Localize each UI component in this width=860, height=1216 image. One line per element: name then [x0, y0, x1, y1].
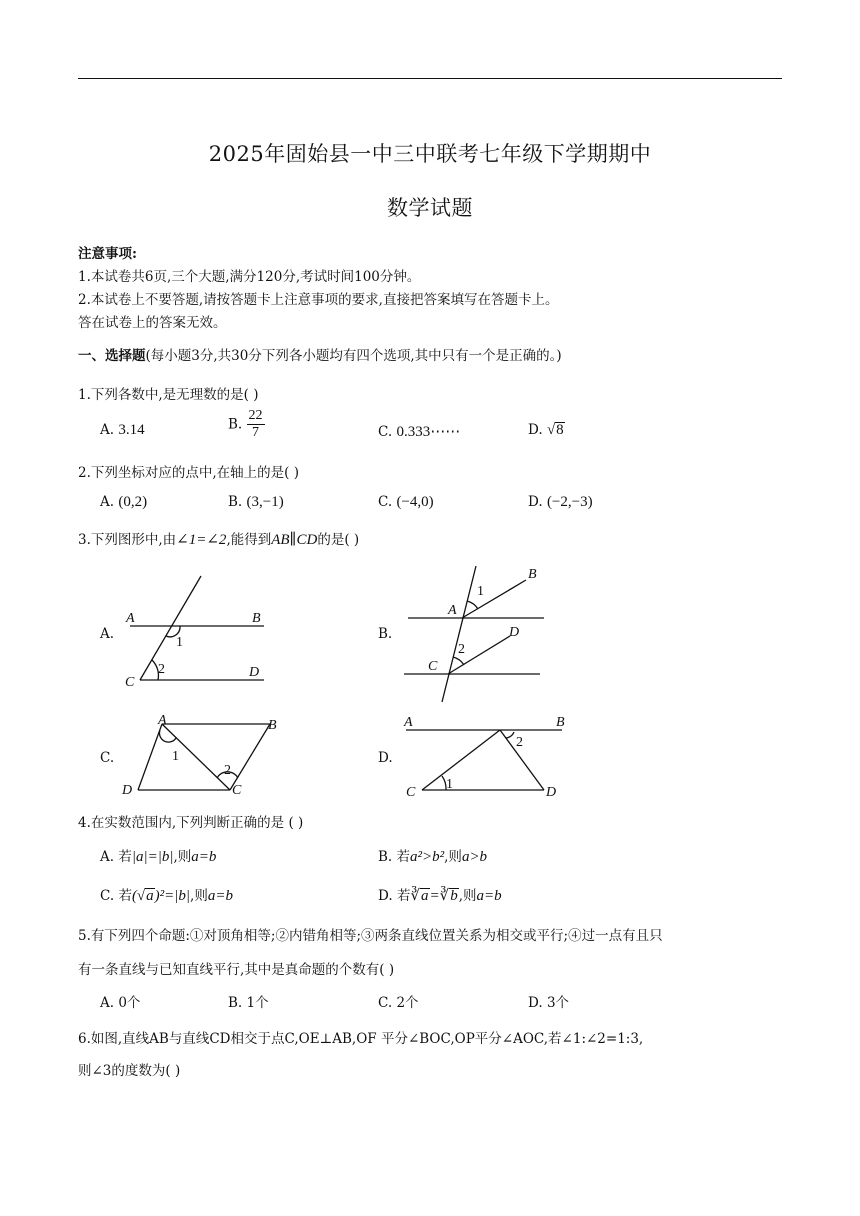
q4-b-label: B.: [378, 849, 393, 865]
q4-a-mid: ,则: [173, 849, 192, 865]
q1-d-label: D.: [528, 422, 543, 438]
q5-b-value: 1个: [246, 995, 269, 1011]
section-1-desc: (每小题3分,共30分下列各小题均有四个选项,其中只有一个是正确的。): [145, 348, 562, 364]
q1-d-value: 8: [556, 422, 564, 438]
notice-line-2: 2.本试卷上不要答题,请按答题卡上注意事项的要求,直接把答案填写在答题卡上。: [78, 292, 559, 308]
q1-d-sqrt: √8: [546, 422, 564, 438]
q4-b-pre: 若: [396, 849, 411, 865]
q4-c-res: a=b: [207, 888, 233, 904]
q6-line-2: 则∠3的度数为( ): [78, 1063, 181, 1079]
q4-c-radicand: a: [146, 888, 154, 904]
q4-option-d[interactable]: [378, 884, 502, 905]
q5-line-1: 5.有下列四个命题:①对顶角相等;②内错角相等;③两条直线位置关系为相交或平行;④过一点有且只: [78, 928, 663, 944]
q1-c-value: 0.333⋯⋯: [396, 424, 461, 440]
q1-b-label: B.: [228, 416, 243, 433]
q6-line-1: 6.如图,直线AB与直线CD相交于点C,OE⊥AB,OF 平分∠BOC,OP平分∠AOC,若∠1:∠2=1:3,: [78, 1031, 644, 1047]
q2-a-label: A.: [100, 494, 115, 510]
header-rule: [78, 78, 782, 79]
q4-a-label: A.: [100, 849, 115, 865]
q4-c-label: C.: [100, 888, 115, 904]
q4-c-cond: (√a)²=|b|: [131, 888, 191, 904]
fig-b-label-d: D: [509, 625, 520, 640]
fig-c-angle-2: 2: [224, 763, 231, 778]
q4-b-mid: ,则: [444, 849, 462, 865]
q1-c-label: C.: [378, 424, 393, 440]
fig-b-angle-2: 2: [458, 642, 465, 657]
q1-option-d[interactable]: [528, 422, 565, 439]
q4-a-cond: |a|=|b|: [131, 849, 174, 865]
fig-a-label-d: D: [249, 665, 260, 680]
section-1-header: [78, 344, 562, 364]
fig-b-label-c: C: [428, 659, 438, 674]
fig-d-angle-2: 2: [516, 735, 523, 750]
q5-line-2: 有一条直线与已知直线平行,其中是真命题的个数有( ): [78, 962, 395, 978]
q4-c-pre: 若: [118, 888, 132, 904]
q1-b-numerator: 22: [248, 408, 263, 423]
q4-d-cond: ∛a=∛b: [410, 888, 458, 904]
fig-a-angle-2: 2: [158, 662, 165, 677]
section-1-heading: 一、选择题: [78, 348, 146, 364]
fig-a-label-b: B: [252, 611, 261, 626]
q3-figure-d[interactable]: [400, 712, 572, 800]
notice-line-3: 答在试卷上的答案无效。: [78, 315, 227, 331]
q4-b-cond: a²>b²: [410, 849, 445, 865]
q4-a-res: a=b: [191, 849, 217, 865]
notice-heading: 注意事项:: [78, 246, 137, 262]
fig-d-angle-1: 1: [446, 777, 453, 792]
q4-c-mid: ,则: [190, 888, 208, 904]
q2-c-label: C.: [378, 494, 393, 510]
q2-option-d[interactable]: [528, 494, 593, 511]
q2-option-c[interactable]: [378, 494, 434, 511]
q4-d-radicand-b: b: [450, 888, 458, 904]
q5-c-label: C.: [378, 995, 393, 1011]
q4-d-pre: 若: [396, 888, 411, 904]
fig-d-label-d: D: [546, 785, 557, 800]
q4-stem: 4.在实数范围内,下列判断正确的是 ( ): [78, 815, 304, 831]
q1-a-label: A.: [100, 422, 115, 438]
q5-option-d[interactable]: [528, 991, 569, 1011]
q3-stem-relation: AB∥CD: [271, 532, 318, 548]
q5-c-value: 2个: [396, 995, 419, 1011]
q4-b-res: a>b: [461, 849, 488, 865]
q1-option-c[interactable]: [378, 422, 460, 441]
q1-option-a[interactable]: [100, 422, 145, 439]
q3-stem-mid: ,能得到: [226, 532, 272, 548]
q5-a-value: 0个: [118, 995, 141, 1011]
q1-b-fraction: [247, 408, 265, 441]
q3-figure-c[interactable]: [118, 712, 283, 797]
fig-b-label-a: A: [448, 603, 457, 618]
exam-subtitle: 数学试题: [387, 196, 473, 220]
q2-option-b[interactable]: [228, 494, 284, 511]
q2-option-a[interactable]: [100, 494, 147, 511]
q2-b-value: (3,−1): [246, 494, 284, 510]
q5-a-label: A.: [100, 995, 115, 1011]
q4-d-eq: =: [429, 888, 440, 904]
q2-b-label: B.: [228, 494, 243, 510]
q4-option-a[interactable]: [100, 845, 216, 866]
exam-title: 2025年固始县一中三中联考七年级下学期期中: [208, 142, 652, 166]
q3-figure-a[interactable]: [118, 570, 278, 695]
q2-c-value: (−4,0): [396, 494, 434, 510]
fig-c-label-c: C: [232, 783, 242, 797]
fig-b-label-b: B: [528, 567, 537, 582]
q5-option-b[interactable]: [228, 991, 269, 1011]
q4-c-cond-rest: ²=|b|: [159, 888, 191, 904]
fig-d-label-c: C: [406, 785, 416, 800]
fig-c-label-d: D: [122, 783, 133, 797]
q2-d-value: (−2,−3): [546, 494, 593, 510]
q1-option-b[interactable]: [228, 408, 265, 441]
q5-d-label: D.: [528, 995, 543, 1011]
q3-stem-pre: 3.下列图形中,由: [78, 532, 177, 548]
q3-d-label[interactable]: D.: [378, 750, 393, 766]
q2-d-label: D.: [528, 494, 543, 510]
q4-d-label: D.: [378, 888, 393, 904]
q4-a-pre: 若: [118, 849, 132, 865]
q4-option-b[interactable]: [378, 845, 487, 866]
q3-figure-b[interactable]: [398, 562, 548, 707]
q5-b-label: B.: [228, 995, 243, 1011]
q3-stem-post: 的是( ): [317, 532, 360, 548]
q1-stem: 1.下列各数中,是无理数的是( ): [78, 387, 259, 403]
q3-stem: [78, 528, 359, 549]
q5-option-c[interactable]: [378, 991, 419, 1011]
q4-option-c[interactable]: [100, 884, 233, 905]
q2-stem: 2.下列坐标对应的点中,在轴上的是( ): [78, 465, 299, 481]
fig-d-label-b: B: [556, 715, 565, 730]
q4-d-mid: ,则: [458, 888, 477, 904]
fig-d-label-a: A: [404, 715, 413, 730]
q3-a-label[interactable]: A.: [100, 626, 115, 642]
q1-b-denominator: 7: [252, 425, 260, 440]
fig-b-angle-1: 1: [477, 584, 484, 599]
q1-a-value: 3.14: [118, 422, 145, 438]
q4-d-res: a=b: [476, 888, 502, 904]
q3-b-label[interactable]: B.: [378, 626, 393, 642]
notice-line-1: 1.本试卷共6页,三个大题,满分120分,考试时间100分钟。: [78, 269, 421, 285]
q3-stem-condition: ∠1=∠2: [176, 532, 227, 548]
fig-a-angle-1: 1: [176, 635, 183, 650]
fig-c-label-b: B: [268, 718, 277, 733]
fig-a-label-c: C: [125, 675, 135, 690]
fig-c-angle-1: 1: [172, 749, 179, 764]
fig-a-label-a: A: [126, 611, 135, 626]
q3-c-label[interactable]: C.: [100, 750, 115, 766]
fig-c-label-a: A: [158, 713, 167, 728]
q2-a-value: (0,2): [118, 494, 148, 510]
q5-option-a[interactable]: [100, 991, 140, 1011]
q4-d-radicand-a: a: [421, 888, 429, 904]
q5-d-value: 3个: [546, 995, 570, 1011]
